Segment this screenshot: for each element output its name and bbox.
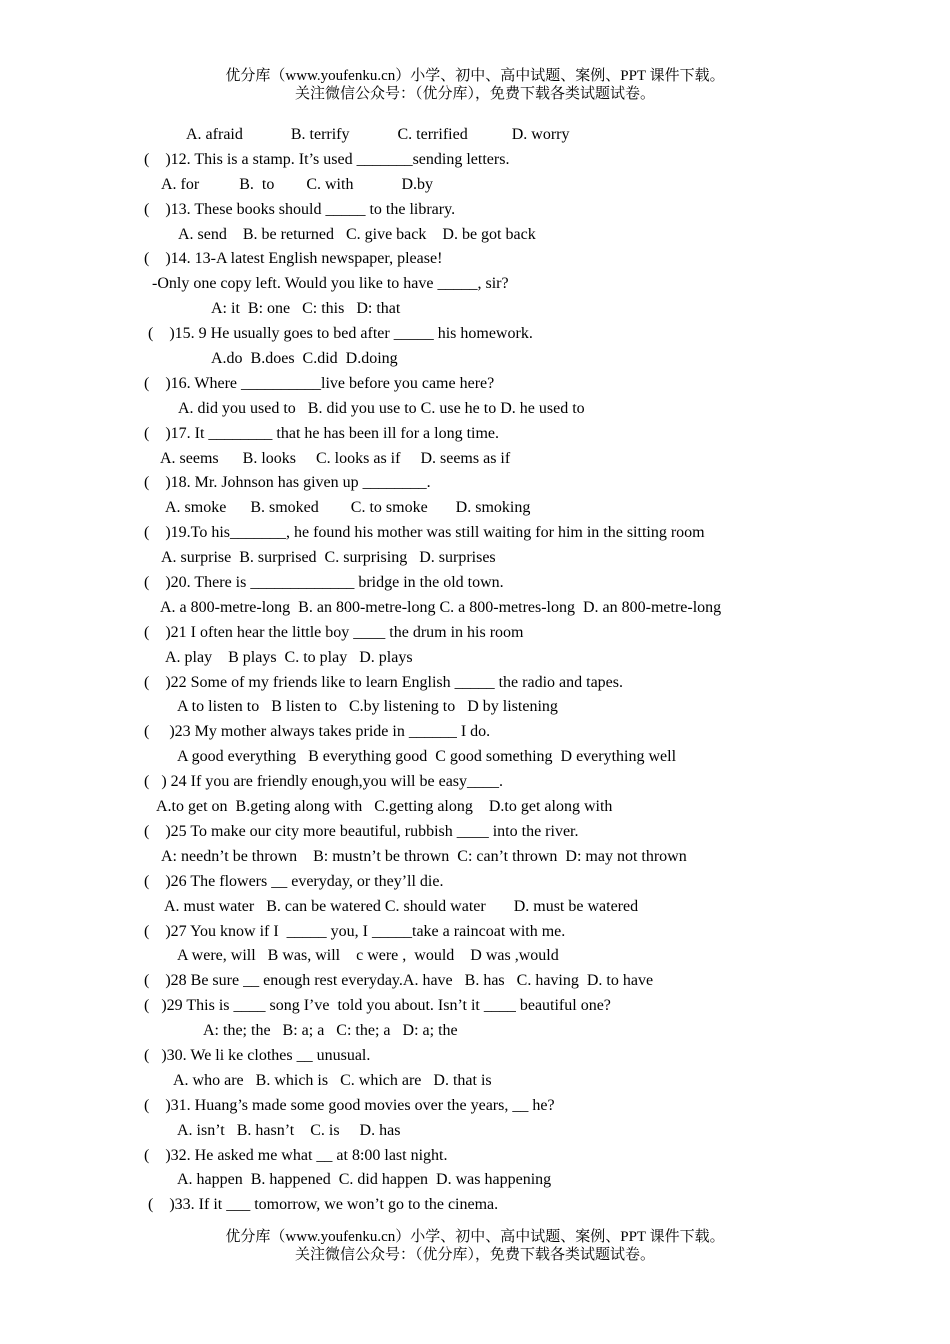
question-line: ( )12. This is a stamp. It’s used _______sending letters. bbox=[144, 150, 510, 168]
question-line: ( )13. These books should _____ to the library. bbox=[144, 200, 456, 218]
question-line: ( )30. We li ke clothes __ unusual. bbox=[144, 1046, 371, 1064]
question-line: ( )16. Where __________live before you came here? bbox=[144, 374, 495, 392]
header-line-2: 关注微信公众号：（优分库），免费下载各类试题试卷。 bbox=[294, 86, 655, 102]
answer-options: A. isn’t B. hasn’t C. is D. has bbox=[177, 1121, 401, 1139]
answer-options: A. happen B. happened C. did happen D. was happening bbox=[177, 1171, 552, 1189]
answer-options: A.to get on B.geting along with C.getting along D.to get along with bbox=[156, 798, 613, 816]
answer-options: A: needn’t be thrown B: mustn’t be thrown C: can’t thrown D: may not thrown bbox=[161, 847, 687, 865]
question-line: ( )27 You know if I _____ you, I _____take a raincoat with me. bbox=[144, 922, 566, 940]
question-line: ( )23 My mother always takes pride in ______ I do. bbox=[144, 723, 491, 741]
answer-options: A. afraid B. terrify C. terrified D. worry bbox=[186, 126, 570, 143]
answer-options: A.do B.does C.did D.doing bbox=[211, 350, 398, 368]
answer-options: A to listen to B listen to C.by listening to D by listening bbox=[177, 698, 558, 716]
answer-options: A. who are B. which is C. which are D. that is bbox=[173, 1071, 492, 1089]
page-footer bbox=[0, 1228, 950, 1264]
question-line: ( )32. He asked me what __ at 8:00 last night. bbox=[144, 1146, 448, 1164]
question-line: ( )15. 9 He usually goes to bed after _____ his homework. bbox=[148, 325, 533, 343]
answer-options: A. send B. be returned C. give back D. be got back bbox=[178, 225, 536, 243]
header-line-1: 优分库（www.youfenku.cn）小学、初中、高中试题、案例、PPT 课件下载。 bbox=[225, 68, 725, 84]
answer-options: A. seems B. looks C. looks as if D. seems as if bbox=[160, 449, 511, 467]
answer-options: A: it B: one C: this D: that bbox=[211, 300, 401, 318]
answer-options: A. surprise B. surprised C. surprising D. surprises bbox=[161, 549, 496, 567]
answer-options: A. play B plays C. to play D. plays bbox=[165, 648, 413, 666]
question-line: ( )14. 13-A latest English newspaper, please! bbox=[144, 250, 443, 268]
question-line: ( )20. There is _____________ bridge in the old town. bbox=[144, 574, 504, 592]
answer-options: A good everything B everything good C good something D everything well bbox=[177, 748, 677, 766]
answer-options: A. a 800-metre-long B. an 800-metre-long C. a 800-metres-long D. an 800-metre-long bbox=[160, 598, 722, 616]
question-line: ( )21 I often hear the little boy ____ the drum in his room bbox=[144, 623, 524, 641]
question-line: ( )26 The flowers __ everyday, or they’ll die. bbox=[144, 872, 444, 890]
question-line: ( )31. Huang’s made some good movies over the years, __ he? bbox=[144, 1096, 555, 1114]
question-line: ( )19.To his_______, he found his mother was still waiting for him in the sitting room bbox=[144, 524, 705, 542]
question-line: ( )22 Some of my friends like to learn English _____ the radio and tapes. bbox=[144, 673, 624, 691]
question-line: ( )33. If it ___ tomorrow, we won’t go to the cinema. bbox=[148, 1196, 499, 1214]
question-line: ( )29 This is ____ song I’ve told you about. Isn’t it ____ beautiful one? bbox=[144, 997, 611, 1015]
footer-line-2: 关注微信公众号：（优分库），免费下载各类试题试卷。 bbox=[294, 1247, 655, 1263]
answer-options: A. smoke B. smoked C. to smoke D. smoking bbox=[165, 499, 531, 517]
answer-options: A. must water B. can be watered C. should water D. must be watered bbox=[164, 897, 639, 915]
question-list bbox=[0, 123, 950, 1218]
question-line: ( ) 24 If you are friendly enough,you will be easy____. bbox=[144, 773, 504, 791]
question-line: ( )17. It ________ that he has been ill for a long time. bbox=[144, 424, 500, 442]
page-header bbox=[0, 67, 950, 103]
question-line: -Only one copy left. Would you like to have _____, sir? bbox=[152, 275, 509, 293]
question-line: ( )25 To make our city more beautiful, rubbish ____ into the river. bbox=[144, 822, 579, 840]
answer-options: A. did you used to B. did you use to C. use he to D. he used to bbox=[178, 399, 585, 417]
question-line: ( )18. Mr. Johnson has given up ________. bbox=[144, 474, 431, 492]
answer-options: A. for B. to C. with D.by bbox=[161, 175, 433, 193]
answer-options: A were, will B was, will c were , would D was ,would bbox=[177, 947, 559, 965]
answer-options: A: the; the B: a; a C: the; a D: a; the bbox=[203, 1022, 458, 1040]
question-line: ( )28 Be sure __ enough rest everyday.A. have B. has C. having D. to have bbox=[144, 972, 654, 990]
footer-line-1: 优分库（www.youfenku.cn）小学、初中、高中试题、案例、PPT 课件下载。 bbox=[225, 1229, 725, 1245]
